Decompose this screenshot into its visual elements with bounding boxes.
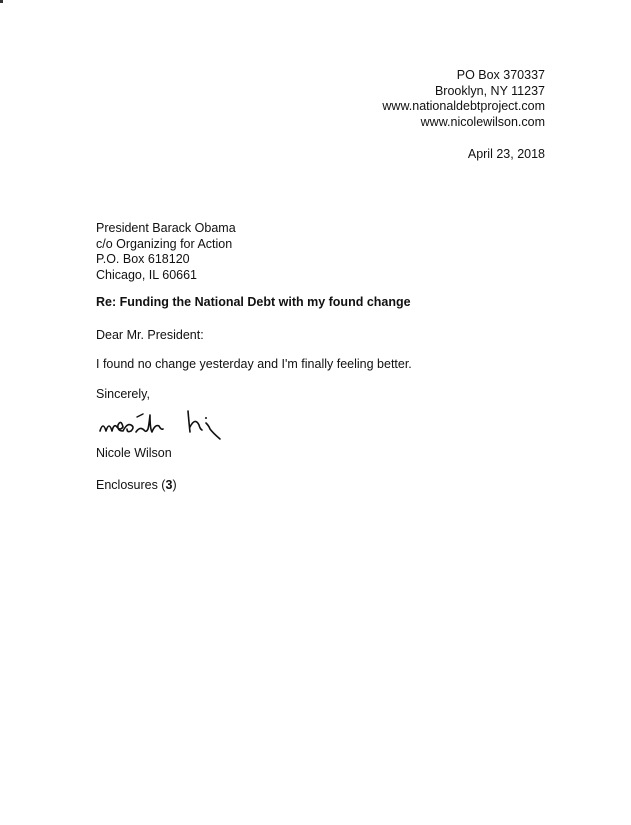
sender-address	[382, 68, 545, 130]
recipient-org: c/o Organizing for Action	[96, 236, 233, 251]
letter-body: I found no change yesterday and I'm finally feeling better.	[96, 357, 412, 371]
recipient-po-box: P.O. Box 618120	[96, 252, 190, 266]
sender-website-1: www.nationaldebtproject.com	[382, 99, 545, 113]
letter-date: April 23, 2018	[467, 147, 545, 161]
sender-website-2: www.nicolewilson.com	[420, 114, 545, 129]
enclosures-close: )	[172, 478, 177, 492]
recipient-address	[96, 221, 236, 283]
salutation: Dear Mr. President:	[96, 328, 204, 342]
recipient-city: Chicago, IL 60661	[96, 267, 198, 282]
subject-line: Re: Funding the National Debt with my found change	[96, 295, 411, 309]
scan-mark	[0, 0, 3, 3]
enclosures-count: 3	[165, 478, 173, 492]
signer-name: Nicole Wilson	[96, 446, 172, 460]
sender-city: Brooklyn, NY 11237	[434, 83, 545, 98]
recipient-name: President Barack Obama	[96, 221, 236, 235]
sender-po-box: PO Box 370337	[456, 68, 545, 82]
enclosures-line	[96, 478, 177, 492]
handwritten-signature	[94, 403, 264, 443]
closing: Sincerely,	[96, 387, 150, 401]
enclosures-label: Enclosures (	[96, 478, 166, 492]
